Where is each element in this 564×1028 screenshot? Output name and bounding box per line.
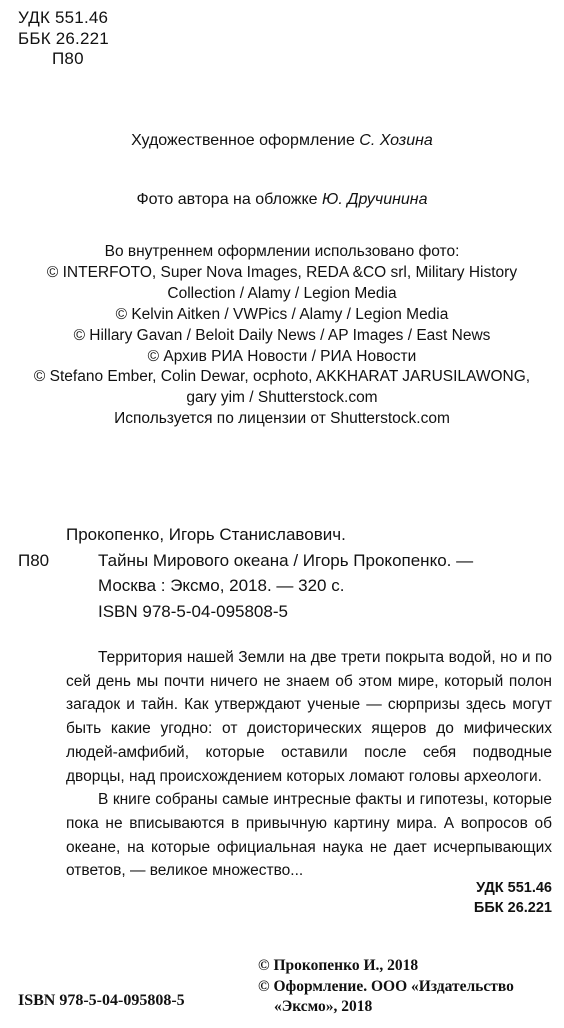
biblio-title: Тайны Мирового океана / Игорь Прокопенко. —: [98, 550, 474, 570]
cover-photo-name: Ю. Дручинина: [322, 191, 428, 208]
photo-credits-block: [0, 242, 564, 430]
cover-photo-label: Фото автора на обложке: [136, 191, 318, 208]
footer-udk: УДК 551.46: [476, 880, 552, 896]
copyright-design: © Оформление. ООО «Издательство: [258, 977, 514, 995]
annotation-paragraph: Территория нашей Земли на две трети покрыта водой, но и по сей день мы почти ничего не знаем об этом мире, который полон загадок и тайн. Как утверждают ученые — сюрпризы здесь могут быть какие угодно: от доисторических ящеров до мифических людей-амфибий, которые оставили после себя подводные дворцы, над происхождением которых ломают головы археологи.: [66, 649, 552, 785]
copyright-design-cont: «Эксмо», 2018: [274, 998, 373, 1015]
bibliographic-record: [18, 522, 473, 624]
footer-bbk: ББК 26.221: [473, 900, 552, 916]
biblio-isbn: ISBN 978-5-04-095808-5: [98, 601, 288, 621]
photo-credit-line: © Архив РИА Новости / РИА Новости: [147, 347, 417, 365]
design-credit-label: Художественное оформление: [131, 132, 355, 149]
photo-credit-line: © Kelvin Aitken / VWPics / Alamy / Legion Media: [115, 305, 449, 323]
photo-credit-line: Используется по лицензии от Shutterstock.com: [114, 410, 450, 428]
biblio-imprint: Москва : Эксмо, 2018. — 320 с.: [98, 576, 345, 595]
design-credit: [0, 132, 564, 150]
photo-credit-line: Collection / Alamy / Legion Media: [167, 284, 397, 302]
annotation: [66, 646, 552, 883]
design-credit-name: С. Хозина: [359, 132, 433, 149]
footer-isbn: ISBN 978-5-04-095808-5: [18, 992, 185, 1009]
bbk-code: ББК 26.221: [18, 28, 109, 48]
footer-codes: [474, 878, 552, 918]
photo-credit-line: © Hillary Gavan / Beloit Daily News / AP Images / East News: [73, 326, 491, 344]
photo-credit-line: gary yim / Shutterstock.com: [186, 389, 378, 407]
photo-credit-line: © INTERFOTO, Super Nova Images, REDA &CO srl, Military History: [46, 263, 518, 281]
photo-credit-line: © Stefano Ember, Colin Dewar, ocphoto, AKKHARAT JARUSILAWONG,: [33, 368, 531, 386]
biblio-author: Прокопенко, Игорь Станиславович.: [66, 525, 346, 544]
classification-codes: [18, 8, 109, 70]
copyright-block: [258, 956, 514, 1018]
author-sign: П80: [52, 49, 84, 68]
photo-credit-line: Во внутреннем оформлении использовано фото:: [104, 243, 460, 260]
annotation-paragraph: В книге собраны самые интресные факты и гипотезы, которые пока не вписываются в привычную картину мира. А вопросов об океане, на которые официальная наука не дает исчерпывающих ответов, — великое множество...: [66, 791, 552, 880]
biblio-title-row: [18, 548, 473, 574]
biblio-code: П80: [18, 550, 50, 570]
copyright-author: © Прокопенко И., 2018: [258, 957, 419, 974]
udk-code: УДК 551.46: [18, 8, 109, 27]
cover-photo-credit: [0, 191, 564, 209]
